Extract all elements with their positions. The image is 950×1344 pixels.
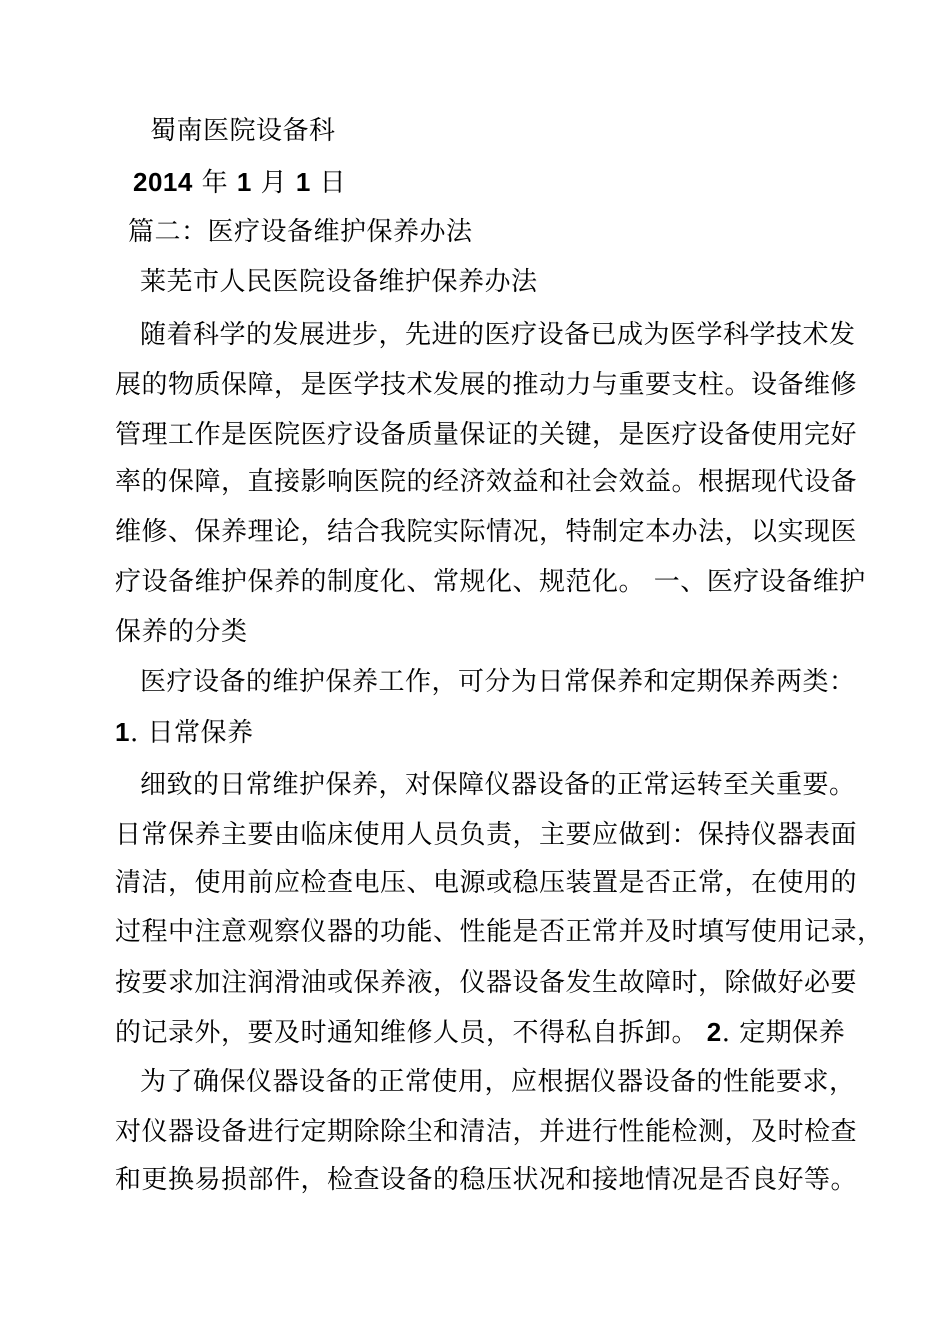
- paragraph-line: 清洁，使用前应检查电压、电源或稳压装置是否正常，在使用的: [115, 868, 858, 898]
- list-item-daily-maintenance: [115, 715, 845, 750]
- paragraph-line: 医疗设备的维护保养工作，可分为日常保养和定期保养两类：: [140, 667, 856, 697]
- paragraph-line: 管理工作是医院医疗设备质量保证的关键，是医疗设备使用完好: [115, 420, 858, 450]
- item-number: 2: [706, 1017, 722, 1047]
- paragraph-line: 为了确保仪器设备的正常使用，应根据仪器设备的性能要求，: [140, 1067, 856, 1097]
- paragraph-line: 日常保养主要由临床使用人员负责，主要应做到：保持仪器表面: [115, 820, 858, 850]
- date-day-char: 日: [319, 168, 347, 198]
- paragraph-text: 的记录外，要及时通知维修人员，不得私自拆卸。: [115, 1018, 707, 1048]
- paragraph-line: 展的物质保障，是医学技术发展的推动力与重要支柱。设备维修: [115, 370, 858, 400]
- chapter-heading: 篇二：医疗设备维护保养办法: [128, 217, 473, 247]
- paragraph-line: [115, 1015, 845, 1050]
- paragraph-line: 细致的日常维护保养，对保障仪器设备的正常运转至关重要。: [140, 770, 856, 800]
- item-number: 1: [115, 717, 130, 747]
- paragraph-line: 和更换易损部件，检查设备的稳压状况和接地情况是否良好等。: [115, 1165, 858, 1195]
- date-month: 1: [236, 167, 252, 197]
- paragraph-line: 随着科学的发展进步，先进的医疗设备已成为医学科学技术发: [140, 320, 856, 350]
- paragraph-line: 维修、保养理论，结合我院实际情况，特制定本办法，以实现医: [115, 517, 858, 547]
- item-label: . 日常保养: [129, 718, 254, 748]
- paragraph-line: 对仪器设备进行定期除除尘和清洁，并进行性能检测，及时检查: [115, 1117, 858, 1147]
- date-year-char: 年: [201, 168, 229, 198]
- paragraph-line: 疗设备维护保养的制度化、常规化、规范化。 一、医疗设备维护: [115, 567, 866, 597]
- paragraph-line: 率的保障，直接影响医院的经济效益和社会效益。根据现代设备: [115, 467, 858, 497]
- paragraph-line: 按要求加注润滑油或保养液，仪器设备发生故障时，除做好必要: [115, 968, 858, 998]
- sign-date: [133, 165, 863, 200]
- paragraph-line: 过程中注意观察仪器的功能、性能是否正常并及时填写使用记录，: [115, 917, 884, 947]
- paragraph-line: 保养的分类: [115, 617, 248, 647]
- item-label: . 定期保养: [721, 1018, 846, 1048]
- document-title: 莱芜市人民医院设备维护保养办法: [140, 267, 538, 297]
- sign-organization: 蜀南医院设备科: [150, 116, 336, 146]
- date-month-char: 月: [260, 168, 288, 198]
- date-day: 1: [295, 167, 311, 197]
- date-year: 2014: [133, 167, 193, 197]
